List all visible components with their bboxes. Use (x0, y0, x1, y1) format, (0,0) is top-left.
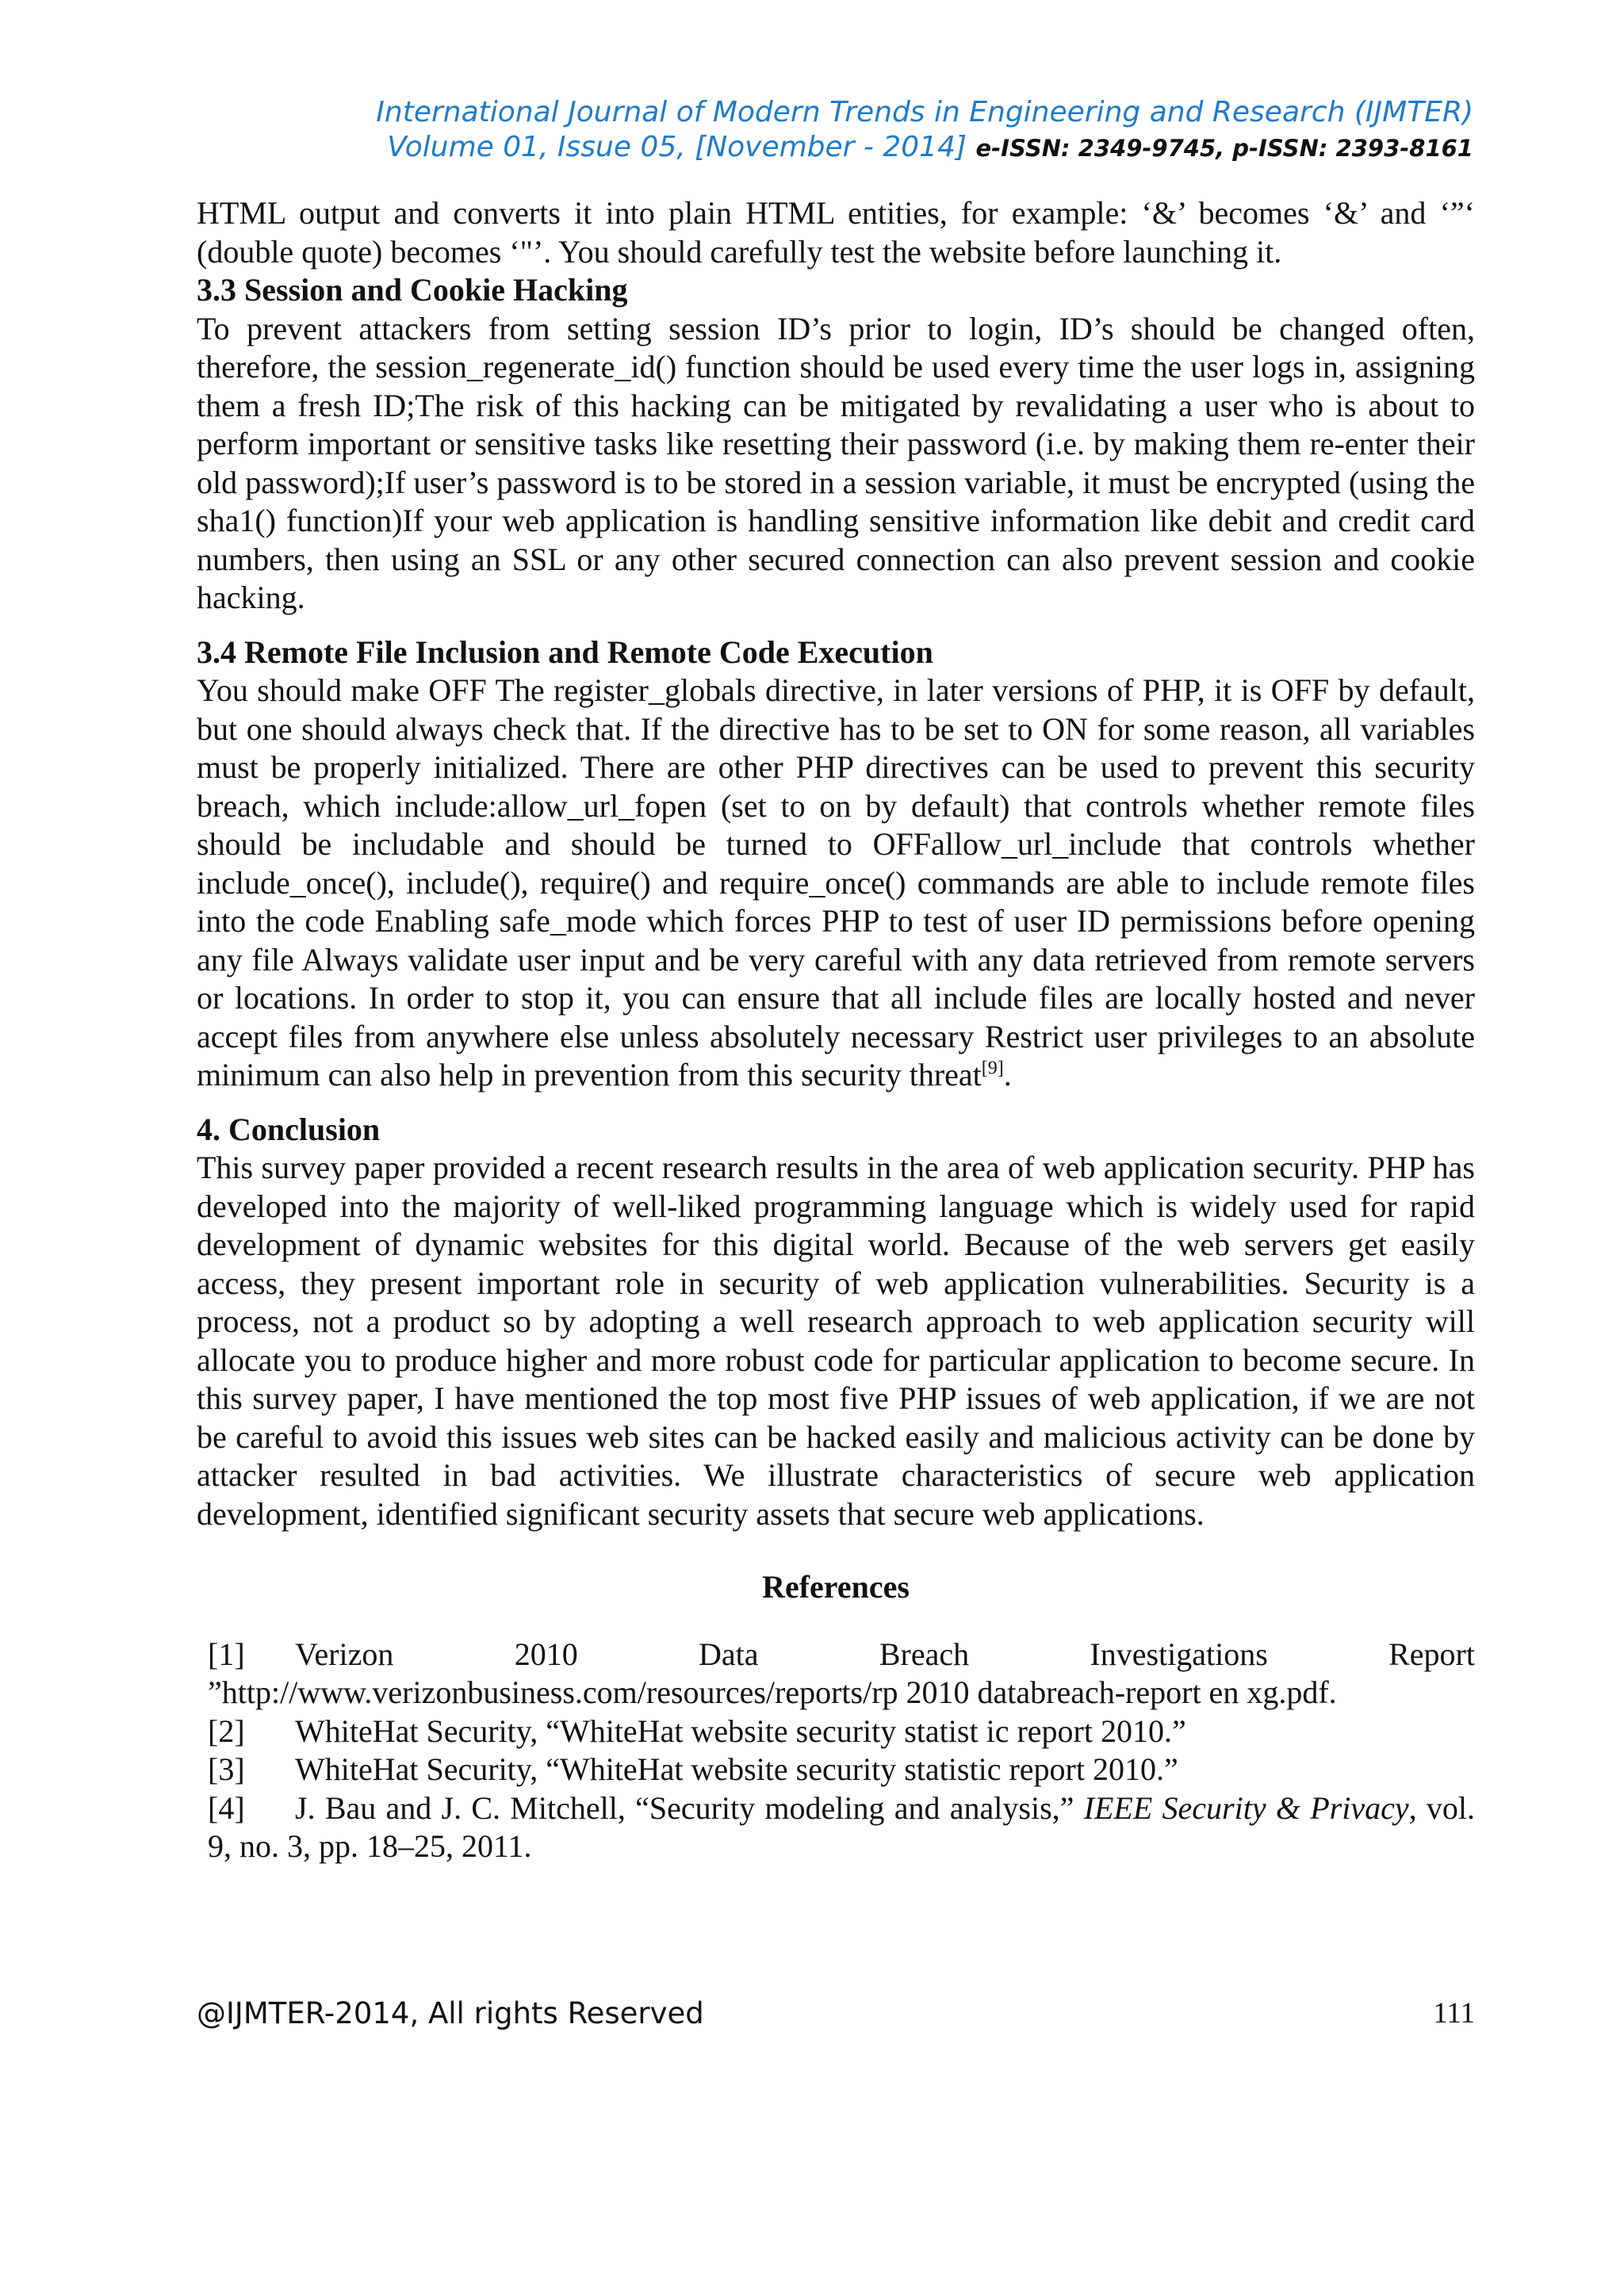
journal-title: International Journal of Modern Trends in Engineering and Research (IJMTER) (376, 96, 1473, 128)
intro-paragraph: HTML output and converts it into plain HTML entities, for example: ‘&’ becomes ‘&’ and ‘”‘ (double quote) becomes ‘"’. You should carefully test the website before launching it. (197, 195, 1475, 270)
section-3-4-heading: 3.4 Remote File Inclusion and Remote Code Execution (197, 633, 933, 670)
reference-number: [1] (208, 1636, 245, 1672)
volume-issue: Volume 01, Issue 05, [November - 2014] (387, 131, 967, 163)
section-3-4-end: . (1003, 1057, 1012, 1093)
section-3-4-text (197, 672, 1475, 1095)
section-3-4-body: You should make OFF The register_globals directive, in later versions of PHP, it is OFF by default, but one should always check that. If the directive has to be set to ON for some reason, all variables must be properly initialized. There are other PHP directives can be used to prevent this security breach, which include:allow_url_fopen (set to on by default) that controls whether remote files should be includable and should be turned to OFFallow_url_include that controls whether include_once(), include(), require() and require_once() commands are able to include remote files into the code Enabling safe_mode which forces PHP to test of user ID permissions before opening any file Always validate user input and be very careful with any data retrieved from remote servers or locations. In order to stop it, you can ensure that all include files are locally hosted and never accept files from anywhere else unless absolutely necessary Restrict user privileges to an absolute minimum can also help in prevention from this security threat (197, 672, 1475, 1093)
copyright-notice: @IJMTER-2014, All rights Reserved (197, 1996, 704, 2030)
references-title: References (762, 1569, 910, 1605)
issn: e-ISSN: 2349-9745, p-ISSN: 2393-8161 (975, 135, 1473, 162)
reference-text: WhiteHat Security, “WhiteHat website security statistic report 2010.” (295, 1751, 1178, 1787)
article-body (197, 194, 1475, 1866)
section-4-heading: 4. Conclusion (197, 1111, 381, 1147)
page-footer (197, 1996, 1475, 2031)
reference-text: J. Bau and J. C. Mitchell, “Security modeling and analysis,” (295, 1789, 1074, 1826)
reference-text: WhiteHat Security, “WhiteHat website security statist ic report 2010.” (295, 1712, 1186, 1749)
section-3-3-heading: 3.3 Session and Cookie Hacking (197, 272, 628, 308)
reference-item (208, 1636, 1475, 1712)
reference-text: Verizon 2010 Data Breach Investigations Report ”http://www.verizonbusiness.com/resources/reports/rp 2010 databreach-report en xg.pdf. (208, 1636, 1475, 1710)
reference-item (208, 1751, 1475, 1789)
reference-item (208, 1789, 1475, 1866)
references-list (197, 1636, 1475, 1866)
reference-item (208, 1712, 1475, 1751)
reference-number: [4] (208, 1789, 245, 1826)
section-3-3-text: To prevent attackers from setting session ID’s prior to login, ID’s should be changed often, therefore, the session_regenerate_id() function should be used every time the user logs in, assigning them a fresh ID;The risk of this hacking can be mitigated by revalidating a user who is about to perform important or sensitive tasks like resetting their password (i.e. by making them re-enter their old password);If user’s password is to be stored in a session variable, it must be encrypted (using the sha1() function)If your web application is handling sensitive information like debit and credit card numbers, then using an SSL or any other secured connection can also prevent session and cookie hacking. (197, 310, 1475, 615)
page-header (205, 95, 1473, 166)
reference-details: , vol. 9, no. 3, pp. 18–25, 2011. (208, 1789, 1475, 1864)
citation-9: [9] (981, 1058, 1004, 1079)
reference-number: [3] (208, 1751, 245, 1787)
reference-venue: IEEE Security & Privacy (1083, 1789, 1409, 1826)
page-number: 111 (1433, 1997, 1475, 2030)
journal-volume-line (205, 130, 1473, 166)
reference-number: [2] (208, 1712, 245, 1749)
section-4-text: This survey paper provided a recent research results in the area of web application security. PHP has developed into the majority of well-liked programming language which is widely used for rapid development of dynamic websites for this digital world. Because of the web servers get easily access, they present important role in security of web application vulnerabilities. Security is a process, not a product so by adopting a well research approach to web application security will allocate you to produce higher and more robust code for particular application to become secure. In this survey paper, I have mentioned the top most five PHP issues of web application, if we are not be careful to avoid this issues web sites can be hacked easily and malicious activity can be done by attacker resulted in bad activities. We illustrate characteristics of secure web application development, identified significant security assets that secure web applications. (197, 1150, 1475, 1532)
